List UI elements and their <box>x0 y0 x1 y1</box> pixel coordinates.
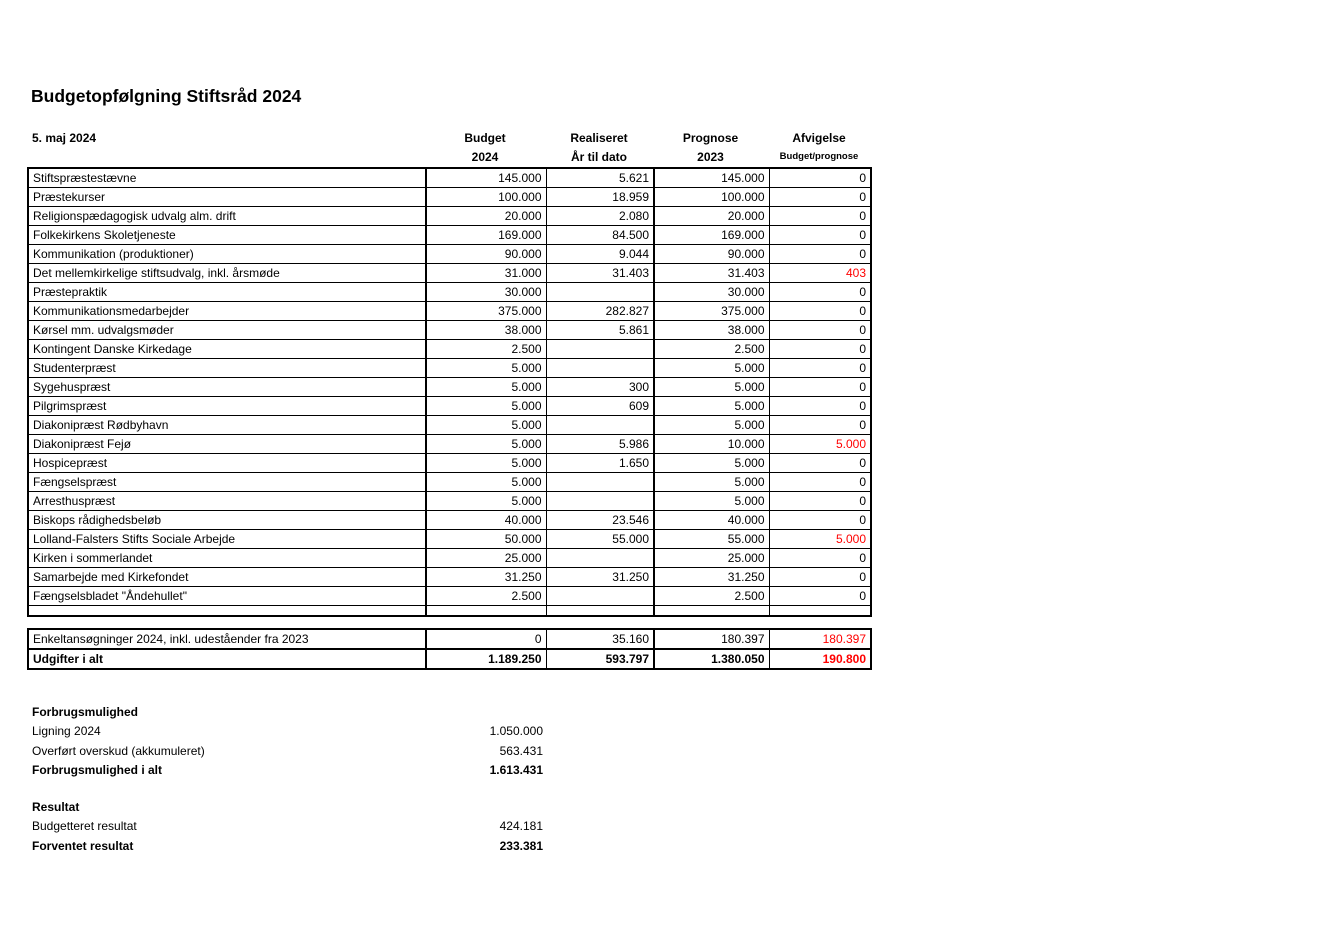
cell-realiseret <box>546 549 654 568</box>
cell-afvigelse: 0 <box>769 568 871 587</box>
budget-row <box>28 530 871 549</box>
budget-table <box>27 167 872 617</box>
cell-afvigelse: 0 <box>769 359 871 378</box>
budget-row <box>28 435 871 454</box>
budget-row <box>28 207 871 226</box>
cell-prognose: 30.000 <box>654 283 769 302</box>
cell-afvigelse: 0 <box>769 492 871 511</box>
cell-label: Præstepraktik <box>28 283 426 302</box>
page-title: Budgetopfølgning Stiftsråd 2024 <box>31 86 302 106</box>
cell-label: Biskops rådighedsbeløb <box>28 511 426 530</box>
cell-label: Kørsel mm. udvalgsmøder <box>28 321 426 340</box>
cell-realiseret: 35.160 <box>546 629 654 649</box>
cell-prognose: 375.000 <box>654 302 769 321</box>
summary-row <box>27 742 545 761</box>
cell-realiseret <box>546 359 654 378</box>
cell-prognose: 100.000 <box>654 188 769 207</box>
cell-prognose: 31.250 <box>654 568 769 587</box>
cell-budget: 25.000 <box>426 549 546 568</box>
cell-realiseret: 5.986 <box>546 435 654 454</box>
cell-budget: 5.000 <box>426 397 546 416</box>
cell-budget: 38.000 <box>426 321 546 340</box>
cell-label: Stiftspræstestævne <box>28 168 426 188</box>
budget-row <box>28 245 871 264</box>
cell-budget: 100.000 <box>426 188 546 207</box>
summary-label: Budgetteret resultat <box>32 819 137 834</box>
cell-realiseret: 1.650 <box>546 454 654 473</box>
cell-budget: 5.000 <box>426 416 546 435</box>
column-header-line2: År til dato <box>571 150 627 164</box>
cell-realiseret: 282.827 <box>546 302 654 321</box>
cell-budget: 5.000 <box>426 435 546 454</box>
cell-afvigelse: 0 <box>769 416 871 435</box>
cell-label: Det mellemkirkelige stiftsudvalg, inkl. årsmøde <box>28 264 426 283</box>
budget-row <box>28 568 871 587</box>
cell-budget: 2.500 <box>426 340 546 359</box>
cell-label: Præstekurser <box>28 188 426 207</box>
table-header <box>27 129 870 167</box>
cell-budget: 2.500 <box>426 587 546 606</box>
budget-row <box>28 188 871 207</box>
cell-label: Pilgrimspræst <box>28 397 426 416</box>
budget-row <box>28 168 871 188</box>
summary-section-forbrugsmulighed <box>27 703 545 780</box>
cell-afvigelse: 0 <box>769 302 871 321</box>
cell-prognose <box>654 606 769 617</box>
cell-label: Hospicepræst <box>28 454 426 473</box>
summary-row <box>27 837 545 856</box>
cell-label: Kommunikation (produktioner) <box>28 245 426 264</box>
cell-label: Fængselsbladet "Åndehullet" <box>28 587 426 606</box>
column-header-afvigelse <box>768 129 870 167</box>
cell-prognose: 1.380.050 <box>654 649 769 669</box>
cell-realiseret <box>546 340 654 359</box>
cell-afvigelse: 0 <box>769 511 871 530</box>
budget-table-totals-body <box>28 629 871 669</box>
cell-label: Diakonipræst Rødbyhavn <box>28 416 426 435</box>
budget-row <box>28 549 871 568</box>
cell-afvigelse: 0 <box>769 321 871 340</box>
cell-realiseret <box>546 416 654 435</box>
cell-budget: 5.000 <box>426 378 546 397</box>
column-header-line2: 2024 <box>471 150 499 164</box>
summary-value: 424.181 <box>499 819 543 834</box>
cell-realiseret <box>546 606 654 617</box>
cell-realiseret: 55.000 <box>546 530 654 549</box>
cell-budget: 375.000 <box>426 302 546 321</box>
cell-afvigelse: 0 <box>769 207 871 226</box>
column-header-line1: Prognose <box>682 131 739 145</box>
summary-label: Overført overskud (akkumuleret) <box>32 743 205 758</box>
cell-realiseret: 9.044 <box>546 245 654 264</box>
cell-budget: 30.000 <box>426 283 546 302</box>
cell-budget: 145.000 <box>426 168 546 188</box>
cell-realiseret: 18.959 <box>546 188 654 207</box>
budget-table-totals <box>27 628 872 670</box>
cell-prognose: 5.000 <box>654 473 769 492</box>
cell-afvigelse: 0 <box>769 549 871 568</box>
cell-label: Religionspædagogisk udvalg alm. drift <box>28 207 426 226</box>
summary-value: 233.381 <box>499 838 543 853</box>
cell-label: Studenterpræst <box>28 359 426 378</box>
cell-prognose: 90.000 <box>654 245 769 264</box>
cell-prognose: 20.000 <box>654 207 769 226</box>
cell-afvigelse: 5.000 <box>769 530 871 549</box>
column-header-prognose <box>653 129 768 167</box>
cell-label: Arresthuspræst <box>28 492 426 511</box>
cell-realiseret <box>546 283 654 302</box>
cell-prognose: 169.000 <box>654 226 769 245</box>
cell-prognose: 5.000 <box>654 416 769 435</box>
cell-afvigelse: 0 <box>769 378 871 397</box>
cell-realiseret: 31.403 <box>546 264 654 283</box>
cell-budget: 31.250 <box>426 568 546 587</box>
summary-label: Forbrugsmulighed i alt <box>32 762 163 777</box>
cell-label: Kirken i sommerlandet <box>28 549 426 568</box>
report-date: 5. maj 2024 <box>32 131 97 145</box>
budget-row <box>28 511 871 530</box>
cell-budget: 31.000 <box>426 264 546 283</box>
cell-label: Diakonipræst Fejø <box>28 435 426 454</box>
budget-row-empty <box>28 606 871 617</box>
cell-budget: 1.189.250 <box>426 649 546 669</box>
summary-heading: Forbrugsmulighed <box>32 705 138 719</box>
cell-budget: 5.000 <box>426 473 546 492</box>
cell-budget: 5.000 <box>426 492 546 511</box>
cell-realiseret: 84.500 <box>546 226 654 245</box>
cell-afvigelse: 180.397 <box>769 629 871 649</box>
column-header-realiseret <box>545 129 653 167</box>
cell-budget: 5.000 <box>426 359 546 378</box>
cell-prognose: 38.000 <box>654 321 769 340</box>
cell-realiseret <box>546 473 654 492</box>
column-header-line2: Budget/prognose <box>779 151 859 162</box>
cell-label: Fængselspræst <box>28 473 426 492</box>
cell-label: Udgifter i alt <box>28 649 426 669</box>
budget-row <box>28 283 871 302</box>
cell-label: Enkeltansøgninger 2024, inkl. udeståender fra 2023 <box>28 629 426 649</box>
cell-prognose: 40.000 <box>654 511 769 530</box>
cell-label: Sygehuspræst <box>28 378 426 397</box>
cell-afvigelse: 0 <box>769 397 871 416</box>
cell-afvigelse <box>769 606 871 617</box>
cell-afvigelse: 0 <box>769 340 871 359</box>
cell-prognose: 5.000 <box>654 454 769 473</box>
budget-row <box>28 359 871 378</box>
budget-row <box>28 397 871 416</box>
cell-budget <box>426 606 546 617</box>
cell-budget: 5.000 <box>426 454 546 473</box>
cell-budget: 0 <box>426 629 546 649</box>
summary-label: Ligning 2024 <box>32 724 101 739</box>
budget-row <box>28 264 871 283</box>
budget-row <box>28 473 871 492</box>
cell-label: Kontingent Danske Kirkedage <box>28 340 426 359</box>
summary-row <box>27 761 545 780</box>
cell-afvigelse: 0 <box>769 454 871 473</box>
cell-realiseret <box>546 587 654 606</box>
budget-row <box>28 492 871 511</box>
cell-prognose: 145.000 <box>654 168 769 188</box>
cell-afvigelse: 0 <box>769 226 871 245</box>
cell-afvigelse: 0 <box>769 168 871 188</box>
budget-row <box>28 226 871 245</box>
cell-prognose: 2.500 <box>654 340 769 359</box>
cell-prognose: 5.000 <box>654 359 769 378</box>
summary-value: 1.613.431 <box>489 762 543 777</box>
budget-row <box>28 454 871 473</box>
cell-afvigelse: 190.800 <box>769 649 871 669</box>
cell-budget: 20.000 <box>426 207 546 226</box>
cell-budget: 169.000 <box>426 226 546 245</box>
cell-afvigelse: 0 <box>769 283 871 302</box>
cell-realiseret: 5.861 <box>546 321 654 340</box>
cell-afvigelse: 0 <box>769 188 871 207</box>
cell-prognose: 180.397 <box>654 629 769 649</box>
cell-prognose: 2.500 <box>654 587 769 606</box>
summary-label: Forventet resultat <box>32 838 134 853</box>
cell-label: Kommunikationsmedarbejder <box>28 302 426 321</box>
cell-prognose: 5.000 <box>654 492 769 511</box>
cell-budget: 90.000 <box>426 245 546 264</box>
cell-prognose: 5.000 <box>654 378 769 397</box>
column-header-line1: Realiseret <box>570 131 628 145</box>
column-header-line1: Afvigelse <box>792 131 846 145</box>
cell-realiseret: 300 <box>546 378 654 397</box>
cell-realiseret: 5.621 <box>546 168 654 188</box>
cell-afvigelse: 0 <box>769 587 871 606</box>
cell-realiseret: 23.546 <box>546 511 654 530</box>
cell-budget: 50.000 <box>426 530 546 549</box>
cell-realiseret: 593.797 <box>546 649 654 669</box>
cell-prognose: 31.403 <box>654 264 769 283</box>
cell-label: Samarbejde med Kirkefondet <box>28 568 426 587</box>
cell-realiseret <box>546 492 654 511</box>
cell-prognose: 55.000 <box>654 530 769 549</box>
budget-row <box>28 302 871 321</box>
cell-prognose: 10.000 <box>654 435 769 454</box>
summary-value: 1.050.000 <box>489 724 543 739</box>
total-row <box>28 649 871 669</box>
cell-realiseret: 609 <box>546 397 654 416</box>
budget-table-body <box>28 168 871 616</box>
column-header-line2: 2023 <box>697 150 724 164</box>
summary-value: 563.431 <box>499 743 543 758</box>
summary-row <box>27 722 545 741</box>
budget-row <box>28 378 871 397</box>
budget-row <box>28 321 871 340</box>
budget-row <box>28 340 871 359</box>
cell-label: Lolland-Falsters Stifts Sociale Arbejde <box>28 530 426 549</box>
budget-row <box>28 629 871 649</box>
summary-section-resultat <box>27 798 545 856</box>
cell-prognose: 5.000 <box>654 397 769 416</box>
cell-label: Folkekirkens Skoletjeneste <box>28 226 426 245</box>
cell-realiseret: 2.080 <box>546 207 654 226</box>
cell-budget: 40.000 <box>426 511 546 530</box>
budget-row <box>28 587 871 606</box>
cell-label <box>28 606 426 617</box>
budget-row <box>28 416 871 435</box>
summary-heading: Resultat <box>32 800 80 814</box>
cell-afvigelse: 0 <box>769 473 871 492</box>
cell-prognose: 25.000 <box>654 549 769 568</box>
cell-realiseret: 31.250 <box>546 568 654 587</box>
column-header-budget <box>425 129 545 167</box>
cell-afvigelse: 5.000 <box>769 435 871 454</box>
cell-afvigelse: 403 <box>769 264 871 283</box>
cell-afvigelse: 0 <box>769 245 871 264</box>
summary-row <box>27 817 545 836</box>
column-header-line1: Budget <box>464 131 506 145</box>
